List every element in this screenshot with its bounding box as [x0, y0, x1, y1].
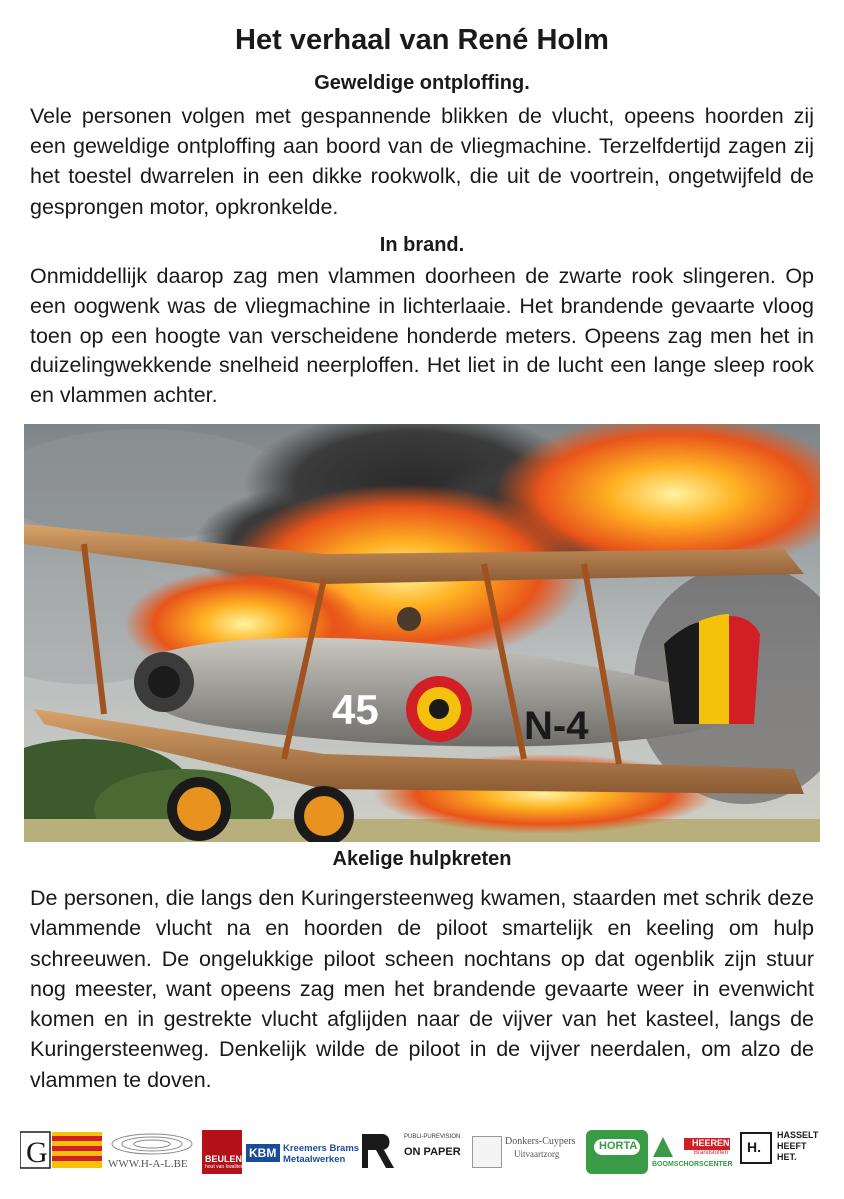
- sponsor-logo-strip: [20, 1130, 820, 1178]
- donkers-cuypers-logo: [472, 1130, 582, 1174]
- section-paragraph-explosion: Vele personen volgen met gespannende blikken de vlucht, opeens hoorden zij een geweldige ontploffing aan boord van de vliegmachine. Terzelfdertijd zagen zij het toestel dwarrelen in een dikke rookwolk, die uit de voortrein, ongetwijfeld de gesprongen motor, opkronkelde.: [30, 104, 814, 219]
- on-paper-top: PUBLI-PUREVISION: [404, 1134, 461, 1140]
- section-heading-explosion: Geweldige ontploffing.: [314, 72, 530, 94]
- burning-biplane-illustration: [24, 424, 820, 842]
- section-heading-fire: In brand.: [379, 234, 465, 256]
- page-title: Het verhaal van René Holm: [235, 24, 609, 56]
- on-paper-logo: [400, 1130, 466, 1174]
- horta-logo: [586, 1130, 648, 1174]
- kremeers-brams-logo: [246, 1130, 358, 1174]
- fuselage-code: N-4: [524, 704, 589, 748]
- beulen-sub: hout van kwaliteit: [205, 1164, 244, 1170]
- boomschors-label: BOOMSCHORSCENTER: [652, 1161, 733, 1168]
- donkers-line1: Donkers-Cuypers: [505, 1136, 576, 1147]
- svg-text:G: G: [26, 1136, 48, 1169]
- section-paragraph-fire: Onmiddellijk daarop zag men vlammen doorheen de zwarte rook slingeren. Op een oogwenk was de vliegmachine in lichterlaaie. Het brandende gevaarte vloog toen op een hoogte van verscheidene honderde meters. Opeens zag men het in duizelingwekkende snelheid neerploffen. Het liet in de lucht een lange sleep rook en vlammen achter.: [30, 264, 814, 408]
- hal-website-logo: [106, 1130, 198, 1174]
- www-label: WWW.H-A-L.BE: [108, 1158, 188, 1170]
- kbm-label: KBM: [249, 1146, 277, 1160]
- hasselt-line3: HET.: [777, 1152, 797, 1162]
- section-heading-cries: Akelige hulpkreten: [332, 848, 512, 870]
- hasselt-line2: HEEFT: [777, 1141, 807, 1151]
- r-logo: [360, 1130, 394, 1174]
- horta-label: HORTA: [599, 1140, 638, 1152]
- kremeers-line1: Kreemers Brams: [283, 1143, 360, 1154]
- kremeers-line2: Metaalwerken: [283, 1154, 346, 1165]
- hal-society-logo: [20, 1130, 102, 1174]
- donkers-line2: Uitvaartzorg: [514, 1149, 560, 1159]
- beulen-logo: [202, 1130, 242, 1174]
- heeren-sub: Brandstoffen: [694, 1150, 728, 1156]
- on-paper-label: ON PAPER: [404, 1146, 461, 1158]
- hasselt-icon: H.: [747, 1139, 761, 1155]
- section-paragraph-cries: De personen, die langs den Kuringersteenweg kwamen, staarden met schrik deze vlammende vlucht na en hoorden de piloot smartelijk en keeling om hulp schreeuwen. De ongelukkige piloot scheen nochtans op dat ogenblik zijn stuur nog meester, want opeens zag men het brandende gevaarte weer in evenwicht komen en in gestrekte vlucht afglijden naar de vijver van het kasteel, langs de Kuringersteenweg. Denkelijk wilde de piloot in de vijver neerdalen, om alzo de vlammen te doven.: [30, 886, 814, 1092]
- hasselt-line1: HASSELT: [777, 1130, 819, 1140]
- fuselage-number: 45: [332, 686, 379, 733]
- heeren-boomschors-logo: [652, 1130, 732, 1174]
- beulen-label: BEULEN: [205, 1154, 243, 1164]
- hasselt-heeft-het-logo: [738, 1130, 820, 1174]
- heeren-label: HEEREN: [692, 1138, 730, 1148]
